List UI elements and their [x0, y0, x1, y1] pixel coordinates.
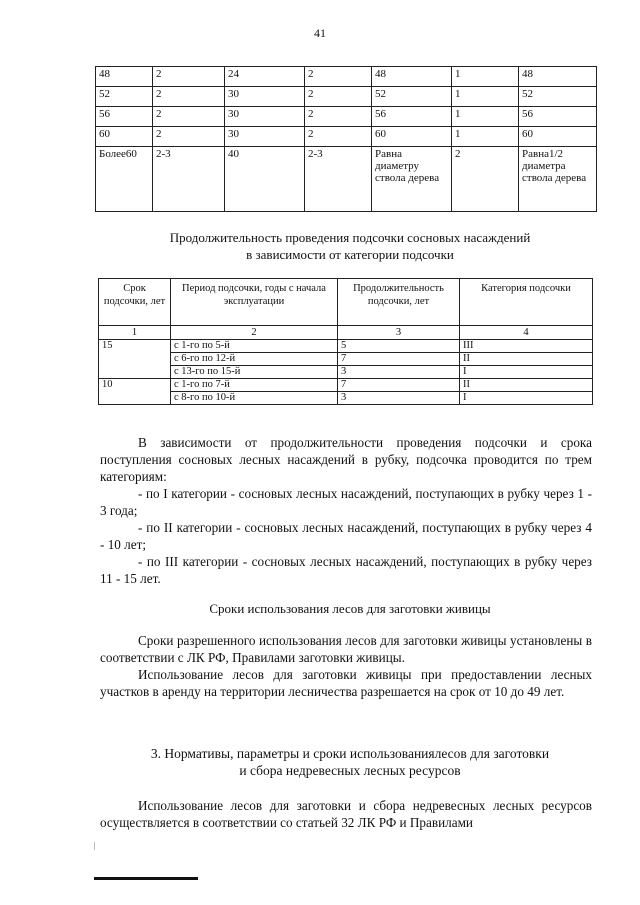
- duration-cell: 7: [338, 379, 460, 392]
- table-cell: 2-3: [305, 147, 372, 212]
- margin-mark: [94, 842, 95, 850]
- table-row: [99, 353, 593, 366]
- table-cell: 1: [452, 67, 519, 87]
- category-cell: II: [460, 379, 593, 392]
- table-cell: 48: [519, 67, 597, 87]
- table-cell: 2: [153, 67, 225, 87]
- list-item: - по II категории - сосновых лесных насаждений, поступающих в рубку через 4 - 10 лет;: [100, 520, 592, 552]
- term-cell: [99, 392, 171, 405]
- paragraph: Использование лесов для заготовки живицы при предоставлении лесных участков в аренду на территории лесничества разрешается на срок от 10 до 49 лет.: [100, 667, 592, 699]
- duration-cell: 3: [338, 366, 460, 379]
- table2-caption-line2: в зависимости от категории подсочки: [246, 247, 454, 262]
- table-row: [99, 392, 593, 405]
- duration-cell: 5: [338, 340, 460, 353]
- paragraph: Сроки разрешенного использования лесов для заготовки живицы установлены в соответствии с ЛК РФ, Правилами заготовки живицы.: [100, 633, 592, 665]
- table2-number-row: [99, 326, 593, 340]
- table-cell: 52: [519, 87, 597, 107]
- period-cell: с 6-го по 12-й: [171, 353, 338, 366]
- list-item: - по I категории - сосновых лесных насаждений, поступающих в рубку через 1 - 3 года;: [100, 486, 592, 518]
- col-number-3: 3: [338, 326, 460, 340]
- term-cell: 15: [99, 340, 171, 353]
- col-number-4: 4: [460, 326, 593, 340]
- section-3-heading: [100, 745, 600, 779]
- tapping-categories-text: [100, 434, 592, 587]
- table2-caption: [100, 229, 600, 263]
- scan-edge-line: [94, 877, 198, 880]
- table2-header-row: [99, 279, 593, 326]
- table-cell: 52: [372, 87, 452, 107]
- table-cell: Равна1/2 диаметра ствола дерева: [519, 147, 597, 212]
- table-cell: 52: [96, 87, 153, 107]
- category-cell: II: [460, 353, 593, 366]
- table-row: [99, 340, 593, 353]
- header-duration: Продолжительность подсочки, лет: [338, 279, 460, 326]
- table-row: [96, 127, 597, 147]
- paragraph: В зависимости от продолжительности проведения подсочки и срока поступления сосновых лесных насаждений в рубку, подсочка проводится по трем категориям:: [100, 435, 592, 484]
- period-cell: с 8-го по 10-й: [171, 392, 338, 405]
- resin-terms-text: [100, 632, 592, 700]
- table-cell: 48: [96, 67, 153, 87]
- tapping-duration-table: [98, 278, 593, 405]
- table-cell: 1: [452, 127, 519, 147]
- paragraph: Использование лесов для заготовки и сбора недревесных лесных ресурсов осуществляется в соответствии со статьей 32 ЛК РФ и Правилами: [100, 798, 592, 830]
- table-row: [99, 379, 593, 392]
- parameters-table: [95, 66, 597, 212]
- table-cell: 2: [305, 127, 372, 147]
- page-number: 41: [314, 26, 326, 40]
- table-cell: 40: [225, 147, 305, 212]
- period-cell: с 1-го по 7-й: [171, 379, 338, 392]
- table-row: [96, 67, 597, 87]
- section-3-heading-line1: 3. Нормативы, параметры и сроки использованиялесов для заготовки: [150, 746, 550, 761]
- table-row: [96, 87, 597, 107]
- table-cell: 2: [305, 87, 372, 107]
- table-cell: 48: [372, 67, 452, 87]
- list-item: - по III категории - сосновых лесных насаждений, поступающих в рубку через 11 - 15 лет.: [100, 554, 592, 586]
- header-category: Категория подсочки: [460, 279, 593, 326]
- table-cell: 56: [372, 107, 452, 127]
- header-term: Срок подсочки, лет: [99, 279, 171, 326]
- category-cell: I: [460, 392, 593, 405]
- table-cell: 2-3: [153, 147, 225, 212]
- term-cell: 10: [99, 379, 171, 392]
- table-cell: 56: [519, 107, 597, 127]
- non-timber-resources-text: [100, 797, 592, 831]
- table-cell: 30: [225, 107, 305, 127]
- table-cell: 60: [519, 127, 597, 147]
- table-row: [96, 147, 597, 212]
- term-cell: [99, 353, 171, 366]
- category-cell: I: [460, 366, 593, 379]
- table-cell: 24: [225, 67, 305, 87]
- table-cell: 2: [305, 67, 372, 87]
- col-number-2: 2: [171, 326, 338, 340]
- col-number-1: 1: [99, 326, 171, 340]
- table-cell: 1: [452, 87, 519, 107]
- table-cell: 2: [452, 147, 519, 212]
- section-3-heading-line2: и сбора недревесных лесных ресурсов: [239, 763, 461, 778]
- table-row: [96, 107, 597, 127]
- table-cell: 30: [225, 87, 305, 107]
- table-cell: 56: [96, 107, 153, 127]
- table-cell: Более60: [96, 147, 153, 212]
- table-cell: 30: [225, 127, 305, 147]
- table-cell: 60: [96, 127, 153, 147]
- table-cell: 2: [305, 107, 372, 127]
- period-cell: с 1-го по 5-й: [171, 340, 338, 353]
- table-cell: 60: [372, 127, 452, 147]
- table2-caption-line1: Продолжительность проведения подсочки сосновых насаждений: [169, 230, 531, 245]
- table-cell: 2: [153, 107, 225, 127]
- term-cell: [99, 366, 171, 379]
- table-cell: 2: [153, 127, 225, 147]
- period-cell: с 13-го по 15-й: [171, 366, 338, 379]
- table-cell: 2: [153, 87, 225, 107]
- table-cell: Равна диаметру ствола дерева: [372, 147, 452, 212]
- duration-cell: 3: [338, 392, 460, 405]
- table-row: [99, 366, 593, 379]
- header-period: Период подсочки, годы с начала эксплуатации: [171, 279, 338, 326]
- duration-cell: 7: [338, 353, 460, 366]
- category-cell: III: [460, 340, 593, 353]
- table-cell: 1: [452, 107, 519, 127]
- section-heading-resin-terms: Сроки использования лесов для заготовки живицы: [209, 601, 491, 616]
